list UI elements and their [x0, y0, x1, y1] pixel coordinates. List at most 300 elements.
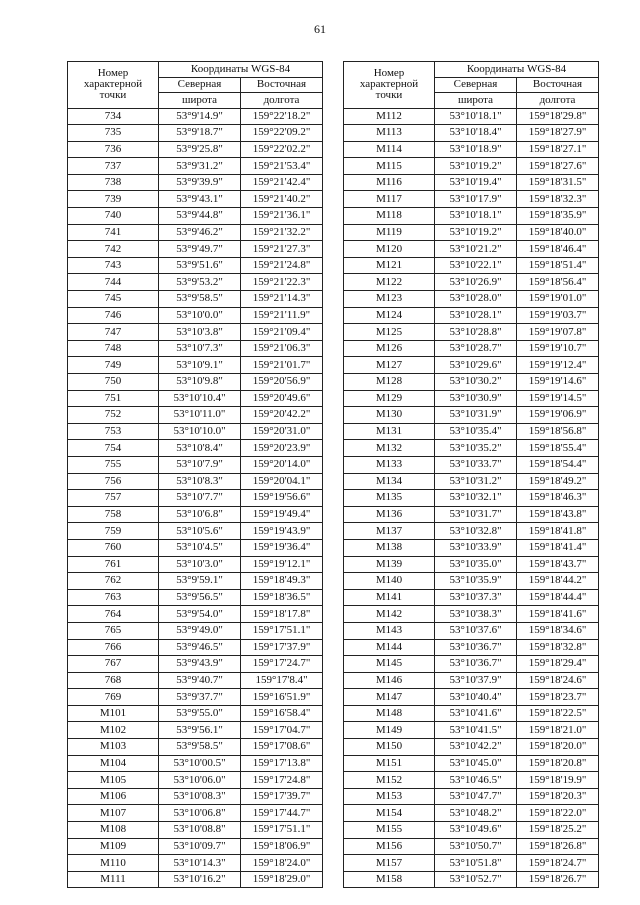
point-number-cell: M122	[344, 274, 435, 291]
longitude-cell: 159°18'35.9"	[517, 208, 599, 225]
longitude-cell: 159°18'29.8"	[517, 108, 599, 125]
point-number-cell: M143	[344, 622, 435, 639]
point-number-cell: M127	[344, 357, 435, 374]
point-number-cell: M121	[344, 257, 435, 274]
longitude-cell: 159°18'22.5"	[517, 705, 599, 722]
longitude-cell: 159°22'02.2"	[241, 141, 323, 158]
longitude-cell: 159°20'49.6"	[241, 390, 323, 407]
point-number-cell: M150	[344, 739, 435, 756]
table-row	[68, 191, 323, 208]
latitude-cell: 53°10'35.9"	[435, 573, 517, 590]
header-latitude-line1: Северная	[435, 77, 517, 93]
longitude-cell: 159°18'51.4"	[517, 257, 599, 274]
latitude-cell: 53°10'18.9"	[435, 141, 517, 158]
longitude-cell: 159°21'11.9"	[241, 307, 323, 324]
longitude-cell: 159°18'41.8"	[517, 523, 599, 540]
point-number-cell: M138	[344, 539, 435, 556]
latitude-cell: 53°10'51.8"	[435, 855, 517, 872]
table-row	[68, 208, 323, 225]
point-number-cell: 769	[68, 689, 159, 706]
longitude-cell: 159°19'06.9"	[517, 407, 599, 424]
point-number-cell: M142	[344, 606, 435, 623]
table-row	[344, 656, 599, 673]
point-number-cell: M146	[344, 672, 435, 689]
point-number-cell: 745	[68, 291, 159, 308]
point-number-cell: 768	[68, 672, 159, 689]
latitude-cell: 53°10'18.1"	[435, 108, 517, 125]
longitude-cell: 159°18'24.0"	[241, 855, 323, 872]
table-row	[68, 506, 323, 523]
point-number-cell: M112	[344, 108, 435, 125]
longitude-cell: 159°19'07.8"	[517, 324, 599, 341]
point-number-cell: M152	[344, 772, 435, 789]
header-coordinates-title: Координаты WGS-84	[435, 62, 599, 78]
table-row	[68, 788, 323, 805]
table-row	[344, 722, 599, 739]
table-row	[68, 174, 323, 191]
latitude-cell: 53°9'51.6"	[159, 257, 241, 274]
point-number-cell: M118	[344, 208, 435, 225]
header-longitude-line2: долгота	[517, 93, 599, 109]
point-number-cell: M144	[344, 639, 435, 656]
point-number-cell: M101	[68, 705, 159, 722]
table-row	[344, 141, 599, 158]
table-row	[68, 307, 323, 324]
table-row	[68, 374, 323, 391]
longitude-cell: 159°21'06.3"	[241, 340, 323, 357]
table-row	[68, 805, 323, 822]
latitude-cell: 53°10'22.1"	[435, 257, 517, 274]
point-number-cell: 744	[68, 274, 159, 291]
point-number-cell: 736	[68, 141, 159, 158]
latitude-cell: 53°10'4.5"	[159, 539, 241, 556]
longitude-cell: 159°18'44.4"	[517, 589, 599, 606]
longitude-cell: 159°18'46.3"	[517, 490, 599, 507]
latitude-cell: 53°10'28.0"	[435, 291, 517, 308]
longitude-cell: 159°19'36.4"	[241, 539, 323, 556]
point-number-cell: M140	[344, 573, 435, 590]
table-row	[68, 125, 323, 142]
point-number-cell: 754	[68, 440, 159, 457]
point-number-cell: M148	[344, 705, 435, 722]
point-number-cell: M123	[344, 291, 435, 308]
latitude-cell: 53°10'28.8"	[435, 324, 517, 341]
table-row	[68, 622, 323, 639]
point-number-cell: 741	[68, 224, 159, 241]
point-number-cell: M136	[344, 506, 435, 523]
table-row	[68, 407, 323, 424]
longitude-cell: 159°18'21.0"	[517, 722, 599, 739]
point-number-cell: M103	[68, 739, 159, 756]
table-row	[344, 440, 599, 457]
latitude-cell: 53°9'31.2"	[159, 158, 241, 175]
point-number-cell: M153	[344, 788, 435, 805]
longitude-cell: 159°18'56.8"	[517, 423, 599, 440]
longitude-cell: 159°18'23.7"	[517, 689, 599, 706]
point-number-cell: M119	[344, 224, 435, 241]
longitude-cell: 159°17'24.7"	[241, 656, 323, 673]
latitude-cell: 53°10'3.8"	[159, 324, 241, 341]
point-number-cell: 764	[68, 606, 159, 623]
point-number-cell: 755	[68, 456, 159, 473]
point-number-cell: M149	[344, 722, 435, 739]
table-row	[344, 788, 599, 805]
point-number-cell: 752	[68, 407, 159, 424]
latitude-cell: 53°10'38.3"	[435, 606, 517, 623]
point-number-cell: M113	[344, 125, 435, 142]
latitude-cell: 53°10'10.0"	[159, 423, 241, 440]
table-row	[344, 490, 599, 507]
latitude-cell: 53°9'59.1"	[159, 573, 241, 590]
header-latitude-line2: широта	[435, 93, 517, 109]
longitude-cell: 159°18'06.9"	[241, 838, 323, 855]
point-number-cell: M135	[344, 490, 435, 507]
point-number-cell: 747	[68, 324, 159, 341]
latitude-cell: 53°10'42.2"	[435, 739, 517, 756]
table-row	[68, 589, 323, 606]
longitude-cell: 159°18'41.4"	[517, 539, 599, 556]
point-number-cell: M134	[344, 473, 435, 490]
table-row	[68, 158, 323, 175]
longitude-cell: 159°21'27.3"	[241, 241, 323, 258]
point-number-cell: M157	[344, 855, 435, 872]
latitude-cell: 53°9'56.5"	[159, 589, 241, 606]
longitude-cell: 159°19'01.0"	[517, 291, 599, 308]
table-row	[344, 689, 599, 706]
longitude-cell: 159°18'27.1"	[517, 141, 599, 158]
latitude-cell: 53°10'35.0"	[435, 556, 517, 573]
longitude-cell: 159°20'23.9"	[241, 440, 323, 457]
longitude-cell: 159°16'58.4"	[241, 705, 323, 722]
latitude-cell: 53°10'7.3"	[159, 340, 241, 357]
longitude-cell: 159°18'56.4"	[517, 274, 599, 291]
table-row	[68, 324, 323, 341]
table-row	[68, 340, 323, 357]
header-point-number	[344, 62, 435, 109]
point-number-cell: 751	[68, 390, 159, 407]
point-number-cell: M130	[344, 407, 435, 424]
longitude-cell: 159°18'27.9"	[517, 125, 599, 142]
table-row	[344, 705, 599, 722]
table-row	[68, 241, 323, 258]
table-row	[68, 639, 323, 656]
latitude-cell: 53°10'52.7"	[435, 871, 517, 888]
longitude-cell: 159°20'31.0"	[241, 423, 323, 440]
longitude-cell: 159°18'34.6"	[517, 622, 599, 639]
longitude-cell: 159°21'14.3"	[241, 291, 323, 308]
latitude-cell: 53°10'31.9"	[435, 407, 517, 424]
longitude-cell: 159°21'09.4"	[241, 324, 323, 341]
table-row	[344, 589, 599, 606]
table-row	[344, 672, 599, 689]
longitude-cell: 159°21'32.2"	[241, 224, 323, 241]
latitude-cell: 53°10'32.8"	[435, 523, 517, 540]
latitude-cell: 53°10'10.4"	[159, 390, 241, 407]
table-row	[344, 772, 599, 789]
longitude-cell: 159°17'44.7"	[241, 805, 323, 822]
point-number-cell: 760	[68, 539, 159, 556]
coordinates-table-right	[343, 61, 599, 888]
point-number-cell: 738	[68, 174, 159, 191]
latitude-cell: 53°10'3.0"	[159, 556, 241, 573]
table-row	[68, 456, 323, 473]
table-row	[344, 307, 599, 324]
table-row	[68, 672, 323, 689]
longitude-cell: 159°19'12.1"	[241, 556, 323, 573]
header-longitude-line2: долгота	[241, 93, 323, 109]
latitude-cell: 53°9'46.5"	[159, 639, 241, 656]
table-row	[344, 822, 599, 839]
point-number-cell: M139	[344, 556, 435, 573]
point-number-cell: M126	[344, 340, 435, 357]
longitude-cell: 159°19'49.4"	[241, 506, 323, 523]
latitude-cell: 53°9'43.9"	[159, 656, 241, 673]
header-point-number	[68, 62, 159, 109]
point-number-cell: M109	[68, 838, 159, 855]
table-row	[344, 506, 599, 523]
latitude-cell: 53°10'31.2"	[435, 473, 517, 490]
latitude-cell: 53°10'33.9"	[435, 539, 517, 556]
table-row	[68, 705, 323, 722]
latitude-cell: 53°10'5.6"	[159, 523, 241, 540]
latitude-cell: 53°10'31.7"	[435, 506, 517, 523]
point-number-cell: M106	[68, 788, 159, 805]
longitude-cell: 159°19'10.7"	[517, 340, 599, 357]
point-number-cell: M110	[68, 855, 159, 872]
latitude-cell: 53°10'37.9"	[435, 672, 517, 689]
table-row	[68, 357, 323, 374]
point-number-cell: 742	[68, 241, 159, 258]
point-number-cell: M155	[344, 822, 435, 839]
latitude-cell: 53°10'9.1"	[159, 357, 241, 374]
latitude-cell: 53°9'54.0"	[159, 606, 241, 623]
table-row	[344, 241, 599, 258]
latitude-cell: 53°10'29.6"	[435, 357, 517, 374]
table-row	[344, 838, 599, 855]
table-row	[68, 224, 323, 241]
table-row	[68, 423, 323, 440]
point-number-cell: 749	[68, 357, 159, 374]
longitude-cell: 159°19'03.7"	[517, 307, 599, 324]
latitude-cell: 53°10'21.2"	[435, 241, 517, 258]
latitude-cell: 53°10'06.8"	[159, 805, 241, 822]
latitude-cell: 53°10'06.0"	[159, 772, 241, 789]
latitude-cell: 53°10'46.5"	[435, 772, 517, 789]
latitude-cell: 53°10'7.7"	[159, 490, 241, 507]
longitude-cell: 159°21'24.8"	[241, 257, 323, 274]
table-row	[344, 340, 599, 357]
latitude-cell: 53°10'6.8"	[159, 506, 241, 523]
point-number-cell: 761	[68, 556, 159, 573]
table-row	[344, 108, 599, 125]
point-number-cell: M120	[344, 241, 435, 258]
table-row	[68, 274, 323, 291]
latitude-cell: 53°10'28.7"	[435, 340, 517, 357]
table-row	[68, 755, 323, 772]
longitude-cell: 159°18'32.8"	[517, 639, 599, 656]
longitude-cell: 159°22'18.2"	[241, 108, 323, 125]
longitude-cell: 159°18'55.4"	[517, 440, 599, 457]
point-number-cell: M129	[344, 390, 435, 407]
table-row	[344, 224, 599, 241]
table-row	[344, 805, 599, 822]
table-row	[68, 390, 323, 407]
point-number-cell: M115	[344, 158, 435, 175]
latitude-cell: 53°10'32.1"	[435, 490, 517, 507]
page-number: 61	[314, 22, 326, 36]
table-row	[344, 208, 599, 225]
table-row	[68, 739, 323, 756]
latitude-cell: 53°9'49.0"	[159, 622, 241, 639]
longitude-cell: 159°21'40.2"	[241, 191, 323, 208]
point-number-cell: M117	[344, 191, 435, 208]
point-number-cell: M105	[68, 772, 159, 789]
point-number-cell: 740	[68, 208, 159, 225]
coordinates-table-left	[67, 61, 323, 888]
longitude-cell: 159°17'39.7"	[241, 788, 323, 805]
longitude-cell: 159°20'14.0"	[241, 456, 323, 473]
latitude-cell: 53°10'28.1"	[435, 307, 517, 324]
point-number-cell: 766	[68, 639, 159, 656]
point-number-cell: 743	[68, 257, 159, 274]
header-point-number-line: точки	[375, 89, 403, 102]
point-number-cell: M158	[344, 871, 435, 888]
longitude-cell: 159°17'08.6"	[241, 739, 323, 756]
latitude-cell: 53°9'58.5"	[159, 291, 241, 308]
latitude-cell: 53°10'41.5"	[435, 722, 517, 739]
point-number-cell: M151	[344, 755, 435, 772]
header-latitude-line2: широта	[159, 93, 241, 109]
latitude-cell: 53°10'8.3"	[159, 473, 241, 490]
longitude-cell: 159°18'49.3"	[241, 573, 323, 590]
table-body-left	[68, 108, 323, 888]
point-number-cell: 758	[68, 506, 159, 523]
longitude-cell: 159°17'24.8"	[241, 772, 323, 789]
point-number-cell: M145	[344, 656, 435, 673]
longitude-cell: 159°18'29.4"	[517, 656, 599, 673]
latitude-cell: 53°9'46.2"	[159, 224, 241, 241]
point-number-cell: M111	[68, 871, 159, 888]
longitude-cell: 159°21'53.4"	[241, 158, 323, 175]
longitude-cell: 159°18'49.2"	[517, 473, 599, 490]
longitude-cell: 159°18'17.8"	[241, 606, 323, 623]
table-row	[344, 639, 599, 656]
point-number-cell: M147	[344, 689, 435, 706]
table-row	[68, 656, 323, 673]
latitude-cell: 53°9'40.7"	[159, 672, 241, 689]
longitude-cell: 159°19'14.5"	[517, 390, 599, 407]
point-number-cell: M104	[68, 755, 159, 772]
table-row	[344, 274, 599, 291]
latitude-cell: 53°10'11.0"	[159, 407, 241, 424]
table-row	[68, 606, 323, 623]
latitude-cell: 53°9'43.1"	[159, 191, 241, 208]
longitude-cell: 159°20'42.2"	[241, 407, 323, 424]
longitude-cell: 159°17'51.1"	[241, 622, 323, 639]
latitude-cell: 53°10'30.9"	[435, 390, 517, 407]
point-number-cell: 746	[68, 307, 159, 324]
longitude-cell: 159°18'22.0"	[517, 805, 599, 822]
table-row	[344, 573, 599, 590]
longitude-cell: 159°21'36.1"	[241, 208, 323, 225]
longitude-cell: 159°18'46.4"	[517, 241, 599, 258]
table-row	[344, 357, 599, 374]
table-row	[68, 539, 323, 556]
table-body-right	[344, 108, 599, 888]
longitude-cell: 159°18'19.9"	[517, 772, 599, 789]
latitude-cell: 53°9'58.5"	[159, 739, 241, 756]
longitude-cell: 159°21'42.4"	[241, 174, 323, 191]
latitude-cell: 53°9'14.9"	[159, 108, 241, 125]
header-point-number-line: Номер	[97, 67, 129, 80]
table-row	[344, 390, 599, 407]
table-row	[344, 606, 599, 623]
latitude-cell: 53°10'49.6"	[435, 822, 517, 839]
latitude-cell: 53°10'19.4"	[435, 174, 517, 191]
table-row	[68, 291, 323, 308]
header-latitude-line1: Северная	[159, 77, 241, 93]
table-row	[344, 622, 599, 639]
table-row	[68, 473, 323, 490]
latitude-cell: 53°10'00.5"	[159, 755, 241, 772]
table-row	[344, 324, 599, 341]
point-number-cell: M125	[344, 324, 435, 341]
longitude-cell: 159°22'09.2"	[241, 125, 323, 142]
latitude-cell: 53°10'45.0"	[435, 755, 517, 772]
point-number-cell: M154	[344, 805, 435, 822]
table-row	[344, 855, 599, 872]
latitude-cell: 53°10'8.4"	[159, 440, 241, 457]
table-row	[68, 523, 323, 540]
longitude-cell: 159°18'31.5"	[517, 174, 599, 191]
longitude-cell: 159°21'22.3"	[241, 274, 323, 291]
point-number-cell: M133	[344, 456, 435, 473]
latitude-cell: 53°10'37.6"	[435, 622, 517, 639]
longitude-cell: 159°19'12.4"	[517, 357, 599, 374]
point-number-cell: M141	[344, 589, 435, 606]
point-number-cell: 753	[68, 423, 159, 440]
longitude-cell: 159°18'24.6"	[517, 672, 599, 689]
longitude-cell: 159°18'24.7"	[517, 855, 599, 872]
latitude-cell: 53°10'08.3"	[159, 788, 241, 805]
table-row	[344, 755, 599, 772]
latitude-cell: 53°10'0.0"	[159, 307, 241, 324]
point-number-cell: M114	[344, 141, 435, 158]
latitude-cell: 53°9'18.7"	[159, 125, 241, 142]
table-row	[68, 440, 323, 457]
latitude-cell: 53°10'48.2"	[435, 805, 517, 822]
point-number-cell: 767	[68, 656, 159, 673]
latitude-cell: 53°10'7.9"	[159, 456, 241, 473]
table-row	[344, 158, 599, 175]
latitude-cell: 53°10'50.7"	[435, 838, 517, 855]
table-row	[68, 573, 323, 590]
point-number-cell: 763	[68, 589, 159, 606]
table-row	[344, 523, 599, 540]
table-row	[68, 141, 323, 158]
longitude-cell: 159°17'8.4"	[241, 672, 323, 689]
point-number-cell: M131	[344, 423, 435, 440]
table-row	[68, 257, 323, 274]
point-number-cell: M107	[68, 805, 159, 822]
latitude-cell: 53°10'47.7"	[435, 788, 517, 805]
longitude-cell: 159°19'14.6"	[517, 374, 599, 391]
latitude-cell: 53°10'30.2"	[435, 374, 517, 391]
latitude-cell: 53°10'35.4"	[435, 423, 517, 440]
latitude-cell: 53°10'18.4"	[435, 125, 517, 142]
latitude-cell: 53°9'44.8"	[159, 208, 241, 225]
longitude-cell: 159°19'43.9"	[241, 523, 323, 540]
